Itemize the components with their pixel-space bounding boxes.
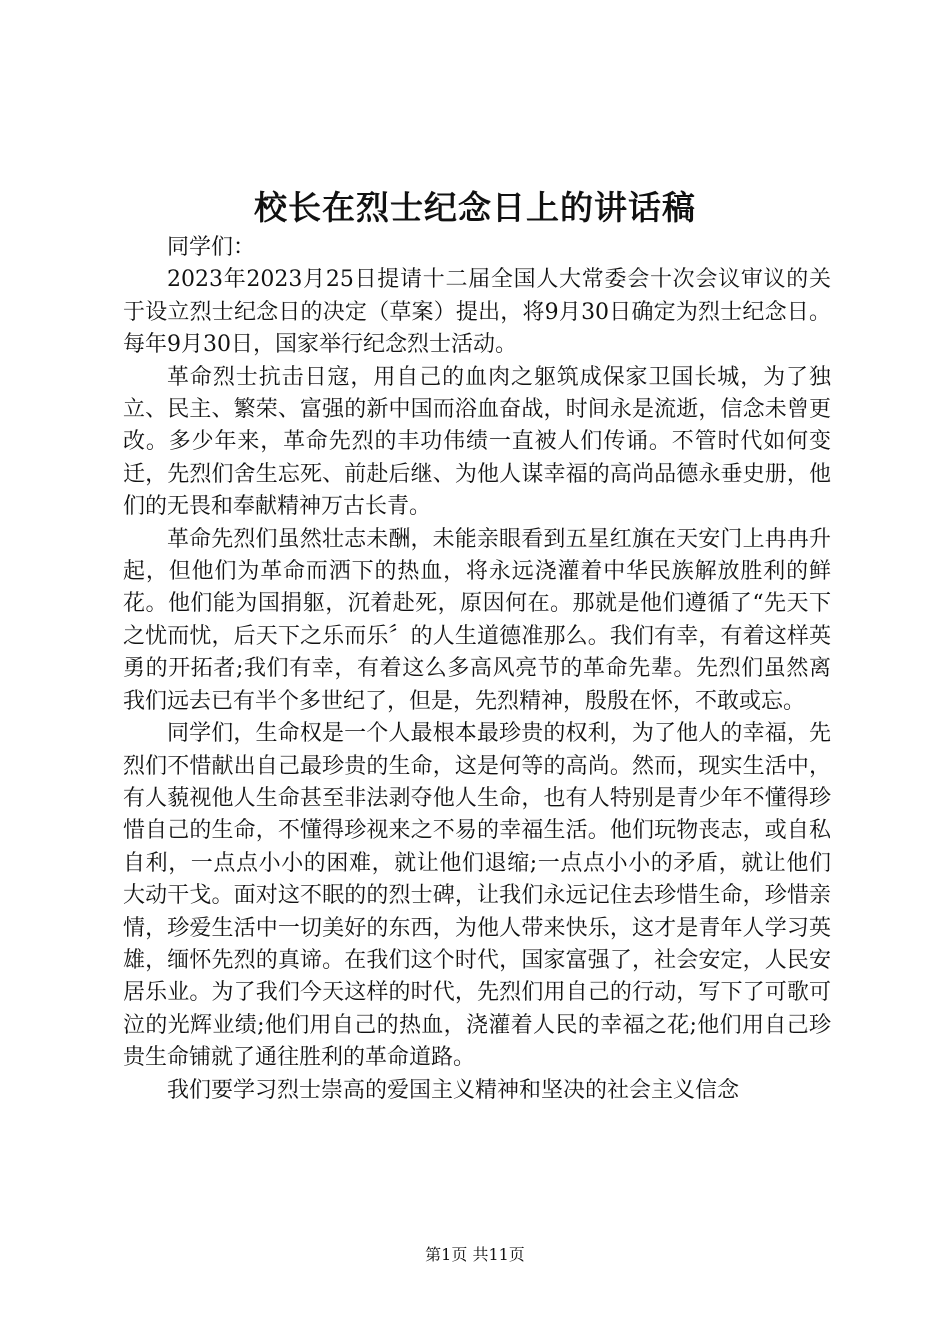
- paragraph-1: 2023年2023月25日提请十二届全国人大常委会十次会议审议的关于设立烈士纪念日的决定（草案）提出，将9月30日确定为烈士纪念日。每年9月30日，国家举行纪念烈士活动。: [123, 267, 831, 358]
- document-title: 校长在烈士纪念日上的讲话稿: [254, 188, 696, 227]
- paragraph-2: 革命烈士抗击日寇，用自己的血肉之躯筑成保家卫国长城，为了独立、民主、繁荣、富强的新中国而浴血奋战，时间永是流逝，信念未曾更改。多少年来，革命先烈的丰功伟绩一直被人们传诵。不管时代如何变迁，先烈们舍生忘死、前赴后继、为他人谋幸福的高尚品德永垂史册，他们的无畏和奉献精神万古长青。: [123, 364, 831, 520]
- page-number-footer: 第1页 共11页: [425, 1245, 525, 1264]
- paragraph-3: 革命先烈们虽然壮志未酬，未能亲眼看到五星红旗在天安门上冉冉升起，但他们为革命而洒下的热血，将永远浇灌着中华民族解放胜利的鲜花。他们能为国捐躯，沉着赴死，原因何在。那就是他们遵循了“先天下之忧而忧，后天下之乐而乐〞的人生道德准那么。我们有幸，有着这样英勇的开拓者;我们有幸，有着这么多高风亮节的革命先辈。先烈们虽然离我们远去已有半个多世纪了，但是，先烈精神，殷殷在怀，不敢或忘。: [123, 526, 831, 714]
- document-body: [123, 232, 831, 1107]
- paragraph-4: 同学们，生命权是一个人最根本最珍贵的权利，为了他人的幸福，先烈们不惜献出自己最珍贵的生命，这是何等的高尚。然而，现实生活中，有人藐视他人生命甚至非法剥夺他人生命，也有人特别是青少年不懂得珍惜自己的生命，不懂得珍视来之不易的幸福生活。他们玩物丧志，或自私自利，一点点小小的困难，就让他们退缩;一点点小小的矛盾，就让他们大动干戈。面对这不眠的的烈士碑，让我们永远记住去珍惜生命，珍惜亲情，珍爱生活中一切美好的东西，为他人带来快乐，这才是青年人学习英雄，缅怀先烈的真谛。在我们这个时代，国家富强了，社会安定，人民安居乐业。为了我们今天这样的时代，先烈们用自己的行动，写下了可歌可泣的光辉业绩;他们用自己的热血，浇灌着人民的幸福之花;他们用自己珍贵生命铺就了通往胜利的革命道路。: [123, 721, 831, 1071]
- paragraph-5: 我们要学习烈士崇高的爱国主义精神和坚决的社会主义信念: [167, 1077, 740, 1103]
- salutation: 同学们：: [167, 235, 256, 260]
